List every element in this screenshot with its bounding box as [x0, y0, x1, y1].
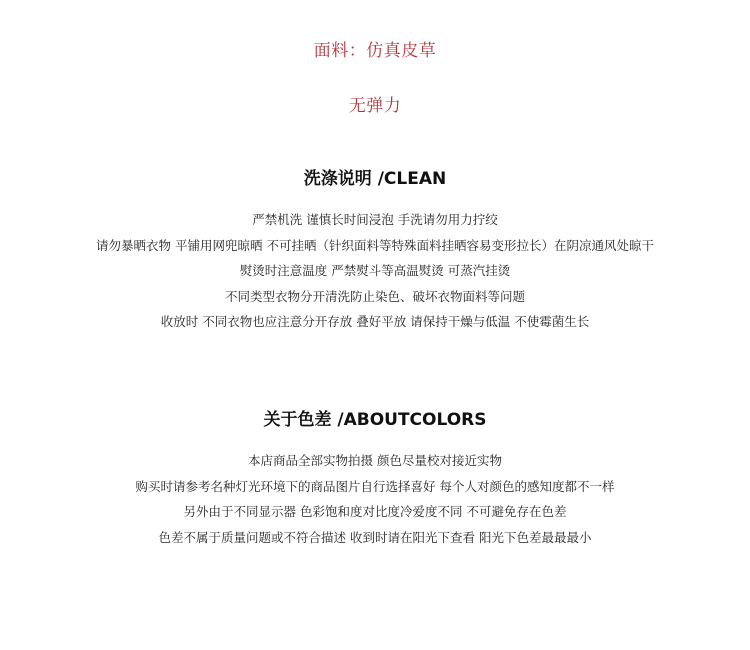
colors-heading: 关于色差 /ABOUTCOLORS: [263, 410, 487, 430]
colors-line: 本店商品全部实物拍摄 颜色尽量校对接近实物: [248, 453, 502, 468]
material-label: 面料：仿真皮草: [313, 41, 437, 61]
washing-line: 熨烫时注意温度 严禁熨斗等高温熨烫 可蒸汽挂烫: [239, 263, 511, 278]
colors-line: 色差不属于质量问题或不符合描述 收到时请在阳光下查看 阳光下色差最最最小: [158, 530, 592, 545]
colors-line: 另外由于不同显示器 色彩饱和度对比度冷爱度不同 不可避免存在色差: [183, 504, 567, 519]
washing-line: 请勿暴晒衣物 平铺用网兜晾晒 不可挂晒（针织面料等特殊面料挂晒容易变形拉长）在阴凉通风处晾干: [96, 238, 654, 253]
colors-line: 购买时请参考名种灯光环境下的商品图片自行选择喜好 每个人对颜色的感知度都不一样: [135, 479, 615, 494]
washing-line: 不同类型衣物分开清洗防止染色、破坏衣物面料等问题: [224, 289, 525, 304]
washing-heading: 洗涤说明 /CLEAN: [303, 169, 447, 189]
washing-line: 收放时 不同衣物也应注意分开存放 叠好平放 请保持干燥与低温 不使霉菌生长: [160, 314, 590, 329]
elasticity-label: 无弹力: [348, 96, 402, 116]
washing-line: 严禁机洗 谨慎长时间浸泡 手洗请勿用力拧绞: [252, 212, 498, 227]
